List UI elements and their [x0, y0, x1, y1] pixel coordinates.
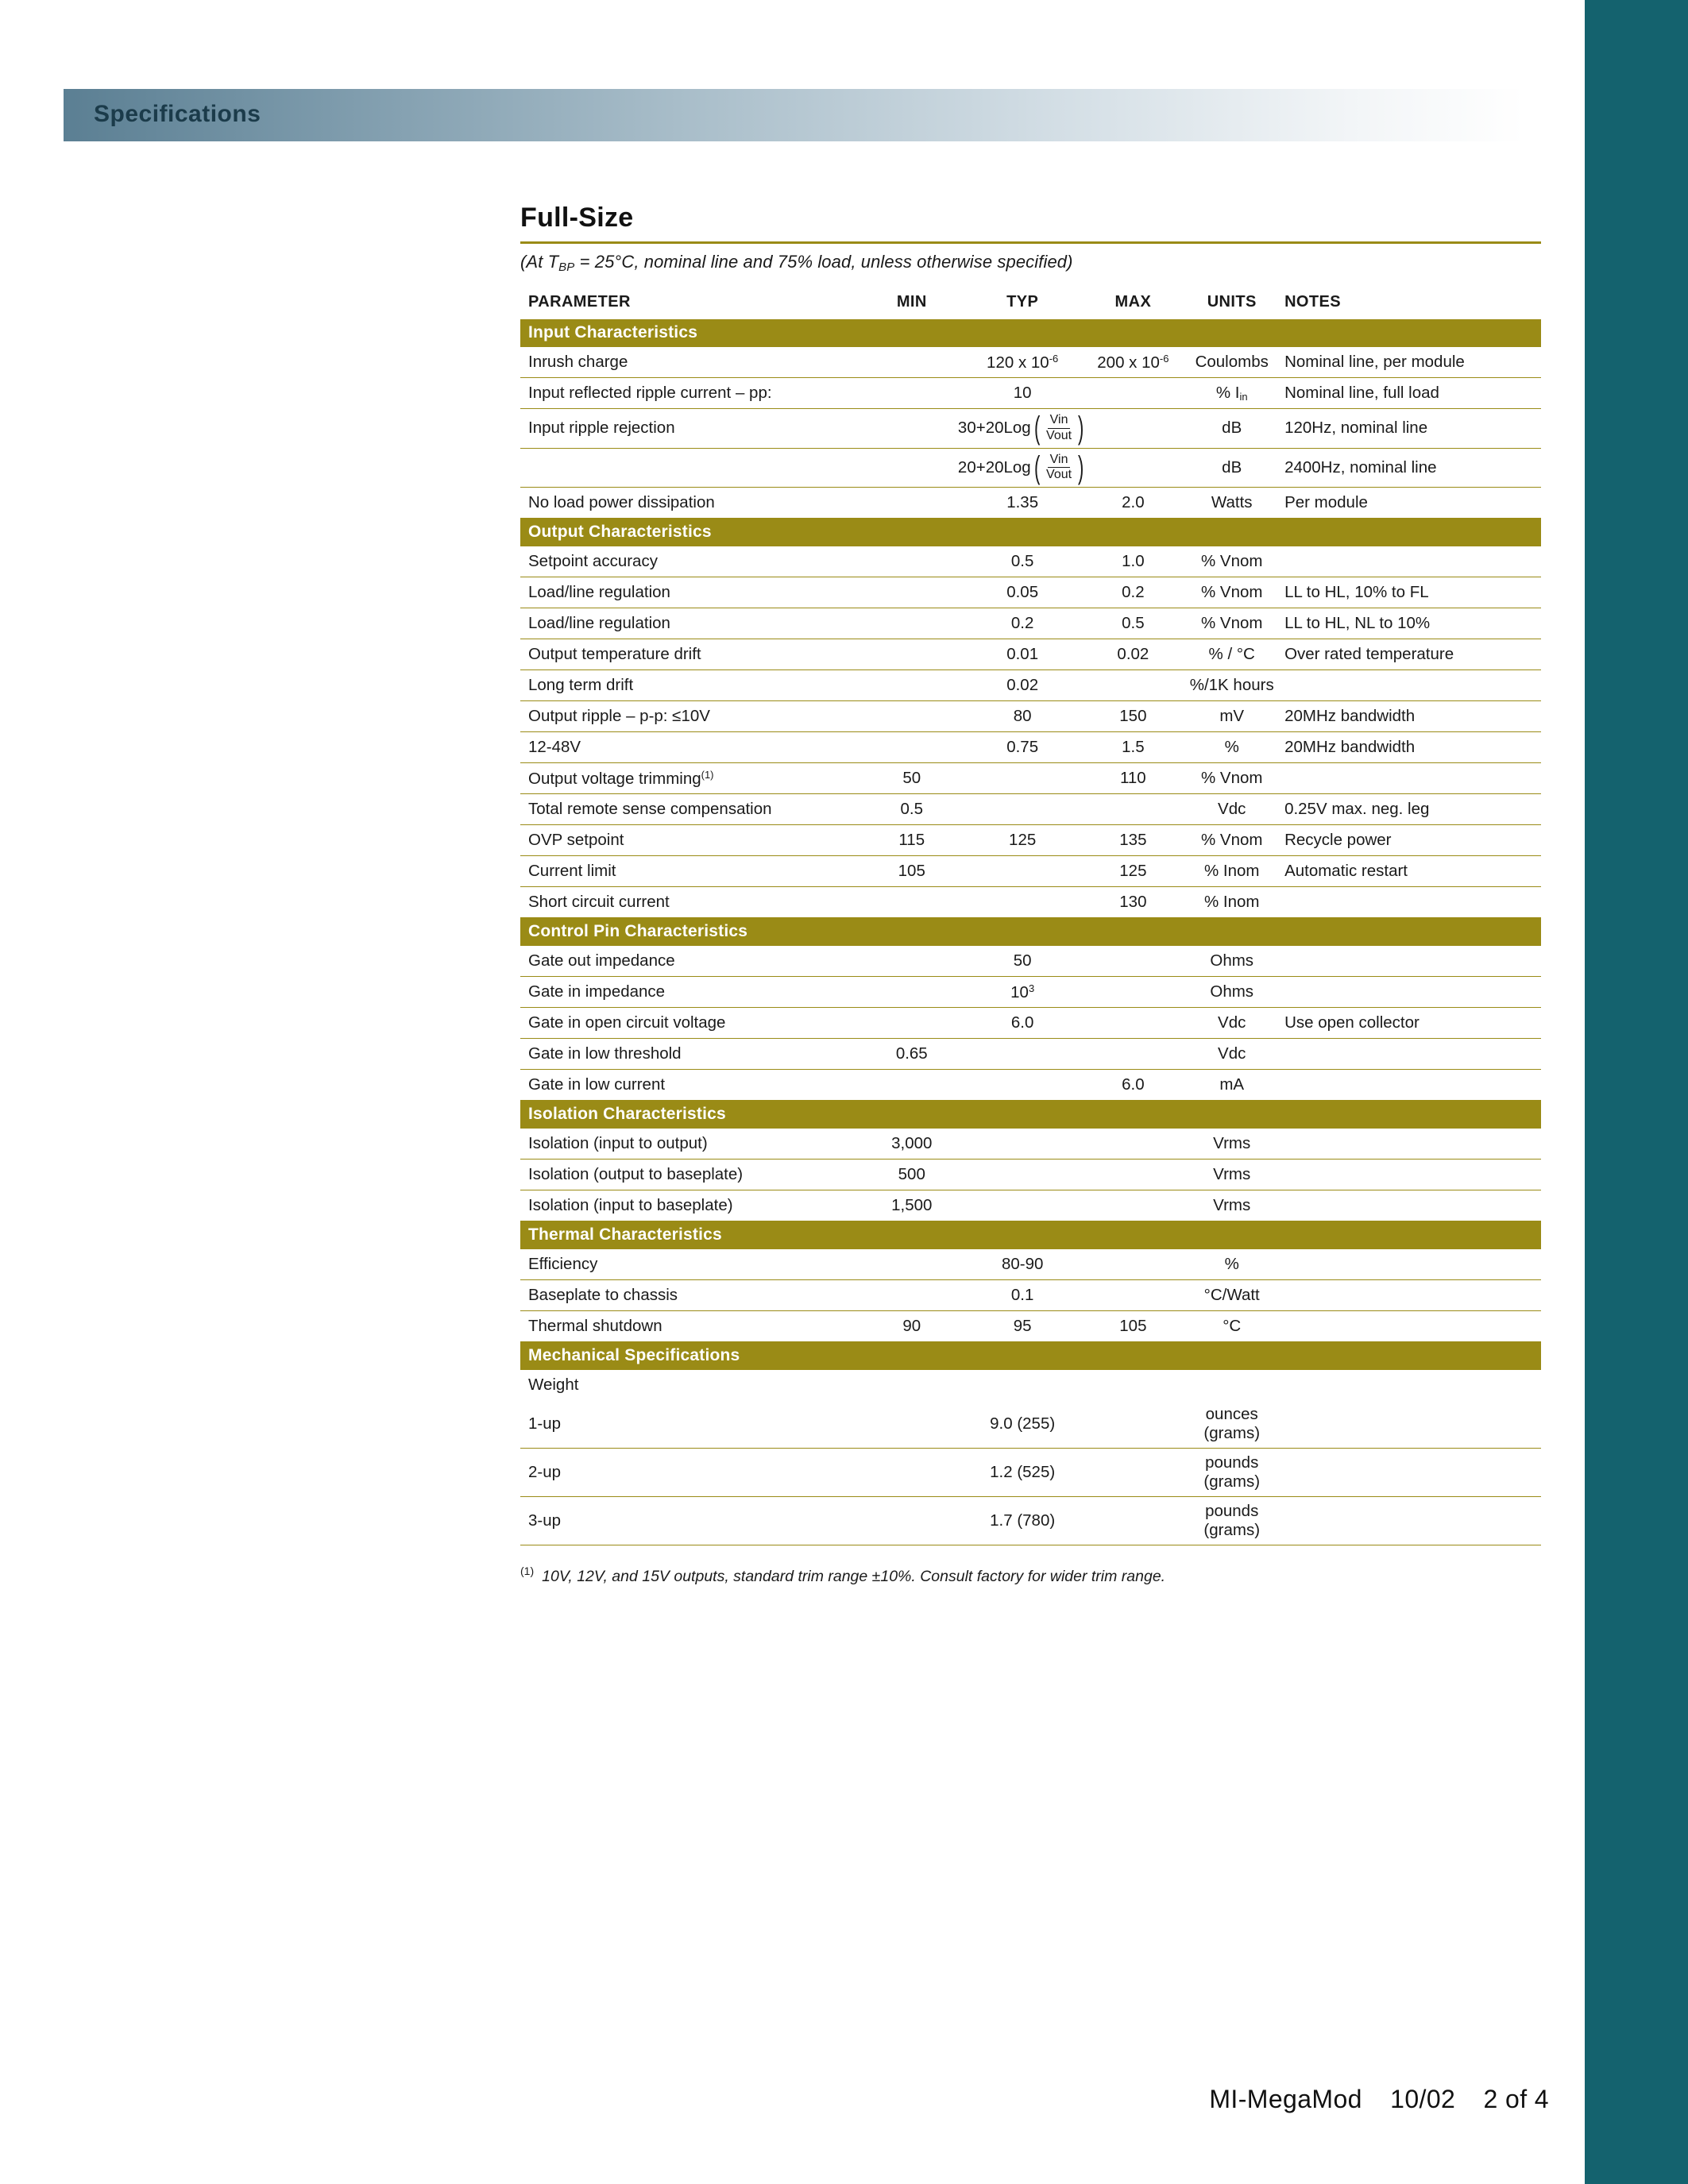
cell-max	[1087, 794, 1179, 825]
section-header-fill	[958, 519, 1087, 547]
cell-min: 50	[866, 763, 958, 794]
cell-units: ounces (grams)	[1179, 1400, 1284, 1449]
cell-units: Watts	[1179, 488, 1284, 519]
cell-min: 115	[866, 825, 958, 856]
section-header-fill	[958, 319, 1087, 347]
table-row	[520, 546, 1541, 577]
section-header-fill	[1087, 1101, 1179, 1129]
cell-typ: 1.7 (780)	[958, 1497, 1087, 1545]
table-row	[520, 732, 1541, 763]
cell-units: °C	[1179, 1311, 1284, 1342]
cell-typ	[958, 856, 1087, 887]
table-column-header	[520, 288, 1541, 319]
cell-typ	[958, 763, 1087, 794]
table-row	[520, 1160, 1541, 1190]
footnote-text: 10V, 12V, and 15V outputs, standard trim range ±10%. Consult factory for wider trim range.	[542, 1568, 1166, 1586]
section-header-fill	[866, 519, 958, 547]
cell-units: %	[1179, 1249, 1284, 1280]
cell-min	[866, 701, 958, 732]
cell-notes	[1284, 670, 1541, 701]
table-row	[520, 1190, 1541, 1221]
cell-parameter: Output temperature drift	[520, 639, 866, 670]
cell-units: % Inom	[1179, 887, 1284, 918]
cell-notes	[1284, 1497, 1541, 1545]
section-header-label: Mechanical Specifications	[520, 1342, 866, 1371]
cell-typ: 80-90	[958, 1249, 1087, 1280]
cell-parameter	[520, 448, 866, 488]
cell-parameter: 3-up	[520, 1497, 866, 1545]
cell-typ	[958, 1070, 1087, 1101]
specifications-table	[520, 288, 1541, 1545]
section-title: Full-Size	[520, 203, 634, 233]
cell-parameter: Input ripple rejection	[520, 409, 866, 449]
cell-parameter: Gate in low current	[520, 1070, 866, 1101]
cell-typ	[958, 1160, 1087, 1190]
cell-min	[866, 409, 958, 449]
table-section-header	[520, 918, 1541, 947]
cell-typ: 0.05	[958, 577, 1087, 608]
cell-notes	[1284, 946, 1541, 977]
table-row	[520, 1070, 1541, 1101]
column-header-notes: NOTES	[1284, 293, 1341, 311]
table-row	[520, 946, 1541, 977]
table-row	[520, 763, 1541, 794]
table-row	[520, 1280, 1541, 1311]
cell-min: 1,500	[866, 1190, 958, 1221]
section-header-fill	[1284, 1101, 1541, 1129]
cell-parameter: Input reflected ripple current – pp:	[520, 378, 866, 409]
cell-typ: 80	[958, 701, 1087, 732]
cell-parameter: Isolation (output to baseplate)	[520, 1160, 866, 1190]
section-header-fill	[1087, 319, 1179, 347]
table-row	[520, 1400, 1541, 1449]
section-header-fill	[866, 918, 958, 947]
cell-parameter: Thermal shutdown	[520, 1311, 866, 1342]
table-section-header	[520, 1221, 1541, 1250]
cell-units: Ohms	[1179, 977, 1284, 1008]
cell-min	[866, 546, 958, 577]
cell-max: 200 x $10^{-6}$	[1087, 347, 1179, 378]
cell-notes	[1284, 977, 1541, 1008]
cell-notes	[1284, 1070, 1541, 1101]
section-header-label: Input Characteristics	[520, 319, 866, 347]
cell-typ	[958, 794, 1087, 825]
cell-parameter: Baseplate to chassis	[520, 1280, 866, 1311]
cell-max: 0.5	[1087, 608, 1179, 639]
section-header-fill	[1087, 918, 1179, 947]
cell-max	[1087, 1400, 1179, 1449]
cell-min	[866, 887, 958, 918]
cell-units: mV	[1179, 701, 1284, 732]
cell-max	[1087, 1497, 1179, 1545]
cell-units: °C/Watt	[1179, 1280, 1284, 1311]
table-row	[520, 1008, 1541, 1039]
cell-parameter: Output voltage trimming$^{(1)}$	[520, 763, 866, 794]
cell-parameter: Total remote sense compensation	[520, 794, 866, 825]
cell-units: % Vnom	[1179, 763, 1284, 794]
cell-units: pounds (grams)	[1179, 1497, 1284, 1545]
cell-units: Vrms	[1179, 1190, 1284, 1221]
cell-typ: 0.02	[958, 670, 1087, 701]
table-row	[520, 825, 1541, 856]
cell-parameter: Gate in impedance	[520, 977, 866, 1008]
cell-parameter: Short circuit current	[520, 887, 866, 918]
cell-units: pounds (grams)	[1179, 1449, 1284, 1497]
cell-notes	[1284, 1280, 1541, 1311]
cell-parameter: OVP setpoint	[520, 825, 866, 856]
cell-parameter: Gate in open circuit voltage	[520, 1008, 866, 1039]
cell-min	[866, 347, 958, 378]
cell-notes	[1284, 1449, 1541, 1497]
title-rule	[520, 241, 1541, 244]
cell-min: 3,000	[866, 1129, 958, 1160]
table-row	[520, 1039, 1541, 1070]
cell-notes: Nominal line, full load	[1284, 378, 1541, 409]
cell-units: dB	[1179, 409, 1284, 449]
cell-max	[1087, 977, 1179, 1008]
cell-max	[1087, 1249, 1179, 1280]
cell-notes: 0.25V max. neg. leg	[1284, 794, 1541, 825]
section-header-fill	[866, 1221, 958, 1250]
cell-max	[1087, 1160, 1179, 1190]
cell-min: 0.65	[866, 1039, 958, 1070]
table-row	[520, 856, 1541, 887]
cell-typ: 6.0	[958, 1008, 1087, 1039]
units-subscript: in	[1239, 391, 1248, 403]
table-row	[520, 577, 1541, 608]
cell-max	[1087, 1039, 1179, 1070]
cell-typ: 125	[958, 825, 1087, 856]
cell-typ	[958, 1039, 1087, 1070]
table-row	[520, 1370, 1541, 1400]
table-row	[520, 1249, 1541, 1280]
cell-max: 135	[1087, 825, 1179, 856]
footnote	[520, 1565, 1541, 1586]
cell-max: 125	[1087, 856, 1179, 887]
section-header-fill	[1179, 519, 1284, 547]
cell-units: % Vnom	[1179, 825, 1284, 856]
footer-page: 2 of 4	[1483, 2085, 1549, 2113]
cell-typ	[958, 1190, 1087, 1221]
cell-units: Vrms	[1179, 1160, 1284, 1190]
cell-min	[866, 1370, 958, 1400]
cell-notes: 20MHz bandwidth	[1284, 701, 1541, 732]
cell-notes	[1284, 1190, 1541, 1221]
cell-units: %	[1179, 732, 1284, 763]
footer-product: MI-MegaMod	[1209, 2085, 1362, 2113]
table-section-header	[520, 319, 1541, 347]
section-header-fill	[958, 1221, 1087, 1250]
page-header-title: Specifications	[94, 101, 261, 127]
cell-notes	[1284, 1370, 1541, 1400]
cell-units: % Inom	[1179, 856, 1284, 887]
cell-notes	[1284, 1311, 1541, 1342]
cell-parameter: No load power dissipation	[520, 488, 866, 519]
cell-notes: Per module	[1284, 488, 1541, 519]
cell-max	[1087, 409, 1179, 449]
specifications-table-body	[520, 288, 1541, 1545]
table-row	[520, 1449, 1541, 1497]
cell-units: mA	[1179, 1070, 1284, 1101]
cell-parameter: Inrush charge	[520, 347, 866, 378]
cell-typ	[958, 1370, 1087, 1400]
cell-min	[866, 977, 958, 1008]
cell-parameter: Load/line regulation	[520, 577, 866, 608]
section-header-fill	[1179, 918, 1284, 947]
cell-notes: 2400Hz, nominal line	[1284, 448, 1541, 488]
cell-min: 500	[866, 1160, 958, 1190]
cell-max	[1087, 1129, 1179, 1160]
cell-units: Vdc	[1179, 1039, 1284, 1070]
cell-min	[866, 946, 958, 977]
cell-min	[866, 1400, 958, 1449]
header-band	[64, 89, 1525, 141]
log-expression: 20+20Log ( $\frac{\text{Vin}}{\text{Vout}}$ )	[957, 450, 1084, 485]
cell-max	[1087, 1370, 1179, 1400]
cell-min	[866, 577, 958, 608]
cell-max	[1087, 378, 1179, 409]
column-header-max: MAX	[1114, 293, 1152, 311]
cell-min	[866, 1280, 958, 1311]
conditions-line	[520, 252, 1541, 274]
cell-max: 0.02	[1087, 639, 1179, 670]
cell-typ: $10^3$	[958, 977, 1087, 1008]
section-header-label: Control Pin Characteristics	[520, 918, 866, 947]
cell-typ: 1.2 (525)	[958, 1449, 1087, 1497]
cell-min	[866, 670, 958, 701]
cell-max: 130	[1087, 887, 1179, 918]
footer-date: 10/02	[1390, 2085, 1456, 2113]
cell-units	[1179, 1370, 1284, 1400]
cell-max: 1.0	[1087, 546, 1179, 577]
table-row	[520, 639, 1541, 670]
cell-units: Vdc	[1179, 1008, 1284, 1039]
section-header-label: Isolation Characteristics	[520, 1101, 866, 1129]
cell-min	[866, 448, 958, 488]
cell-parameter: Current limit	[520, 856, 866, 887]
cell-max	[1087, 448, 1179, 488]
section-header-fill	[1087, 519, 1179, 547]
cell-min: 90	[866, 1311, 958, 1342]
section-header-fill	[1179, 1101, 1284, 1129]
cell-parameter: 12-48V	[520, 732, 866, 763]
section-header-fill	[958, 918, 1087, 947]
section-header-label: Output Characteristics	[520, 519, 866, 547]
cell-max	[1087, 670, 1179, 701]
cell-units: % Vnom	[1179, 577, 1284, 608]
section-header-fill	[958, 1101, 1087, 1129]
cell-typ: 1.35	[958, 488, 1087, 519]
cell-typ	[958, 1129, 1087, 1160]
cell-typ: 0.1	[958, 1280, 1087, 1311]
cell-typ: 50	[958, 946, 1087, 977]
table-row	[520, 409, 1541, 449]
section-header-fill	[866, 1101, 958, 1129]
cell-units: %/1K hours	[1179, 670, 1284, 701]
cell-typ: 95	[958, 1311, 1087, 1342]
cell-notes: Use open collector	[1284, 1008, 1541, 1039]
column-header-units: UNITS	[1207, 293, 1257, 311]
section-header-fill	[1179, 1221, 1284, 1250]
cell-typ	[958, 887, 1087, 918]
cell-min	[866, 1497, 958, 1545]
cell-parameter: 2-up	[520, 1449, 866, 1497]
cell-typ: 120 x $10^{-6}$	[958, 347, 1087, 378]
column-header-typ: TYP	[1006, 293, 1039, 311]
cell-min	[866, 1070, 958, 1101]
cell-max	[1087, 1449, 1179, 1497]
cell-typ	[958, 448, 1087, 488]
section-header-fill	[1284, 519, 1541, 547]
cell-max: 1.5	[1087, 732, 1179, 763]
column-header-parameter: PARAMETER	[528, 293, 631, 311]
section-header-fill	[866, 1342, 958, 1371]
section-header-fill	[1284, 1221, 1541, 1250]
cell-notes: LL to HL, 10% to FL	[1284, 577, 1541, 608]
cell-parameter: Isolation (input to output)	[520, 1129, 866, 1160]
cell-parameter: Weight	[528, 1376, 579, 1395]
cell-typ: 0.2	[958, 608, 1087, 639]
cell-units: Ohms	[1179, 946, 1284, 977]
cell-parameter: Gate in low threshold	[520, 1039, 866, 1070]
right-edge-bar	[1585, 0, 1688, 2184]
cell-parameter: Efficiency	[520, 1249, 866, 1280]
cell-max: 105	[1087, 1311, 1179, 1342]
cell-max	[1087, 1190, 1179, 1221]
content-column	[520, 203, 1541, 1586]
cell-typ	[958, 409, 1087, 449]
cell-notes	[1284, 1160, 1541, 1190]
cell-parameter: 1-up	[520, 1400, 866, 1449]
table-row	[520, 977, 1541, 1008]
cell-max: 6.0	[1087, 1070, 1179, 1101]
section-header-fill	[1179, 319, 1284, 347]
table-row	[520, 1311, 1541, 1342]
cell-notes: LL to HL, NL to 10%	[1284, 608, 1541, 639]
cell-min	[866, 732, 958, 763]
page-footer	[1188, 2085, 1549, 2114]
cell-notes: Automatic restart	[1284, 856, 1541, 887]
cell-units: Vdc	[1179, 794, 1284, 825]
cell-notes	[1284, 1039, 1541, 1070]
cell-units: Vrms	[1179, 1129, 1284, 1160]
cell-min	[866, 1449, 958, 1497]
cell-notes: Nominal line, per module	[1284, 347, 1541, 378]
cell-units: % Vnom	[1179, 608, 1284, 639]
cell-typ: 0.01	[958, 639, 1087, 670]
cell-max	[1087, 1008, 1179, 1039]
cell-min: 0.5	[866, 794, 958, 825]
section-header-fill	[1284, 1342, 1541, 1371]
cell-notes: Recycle power	[1284, 825, 1541, 856]
table-row	[520, 670, 1541, 701]
section-header-fill	[1087, 1342, 1179, 1371]
cell-min	[866, 1249, 958, 1280]
section-header-fill	[866, 319, 958, 347]
table-section-header	[520, 1101, 1541, 1129]
table-section-header	[520, 1342, 1541, 1371]
cell-min: 105	[866, 856, 958, 887]
conditions-subscript: BP	[558, 260, 575, 274]
cell-parameter: Long term drift	[520, 670, 866, 701]
cell-notes	[1284, 1400, 1541, 1449]
typ-exponent: -6	[1049, 352, 1059, 365]
typ-exponent: 3	[1028, 982, 1035, 994]
table-row	[520, 378, 1541, 409]
cell-max: 2.0	[1087, 488, 1179, 519]
cell-notes	[1284, 1129, 1541, 1160]
table-row	[520, 448, 1541, 488]
section-header-fill	[1284, 319, 1541, 347]
cell-min	[866, 1008, 958, 1039]
table-row	[520, 608, 1541, 639]
cell-max	[1087, 946, 1179, 977]
cell-units: % Vnom	[1179, 546, 1284, 577]
section-header-fill	[1179, 1342, 1284, 1371]
cell-max	[1087, 1280, 1179, 1311]
cell-parameter: Isolation (input to baseplate)	[520, 1190, 866, 1221]
log-expression: 30+20Log ( $\frac{\text{Vin}}{\text{Vout}}$ )	[957, 411, 1084, 446]
section-header-fill	[1087, 1221, 1179, 1250]
cell-min	[866, 378, 958, 409]
cell-units: % / °C	[1179, 639, 1284, 670]
table-section-header	[520, 519, 1541, 547]
cell-units: % $I_{in}$	[1179, 378, 1284, 409]
section-header-label: Thermal Characteristics	[520, 1221, 866, 1250]
cell-notes: 120Hz, nominal line	[1284, 409, 1541, 449]
cell-parameter: Setpoint accuracy	[520, 546, 866, 577]
cell-parameter: Load/line regulation	[520, 608, 866, 639]
cell-max: 110	[1087, 763, 1179, 794]
cell-units: Coulombs	[1179, 347, 1284, 378]
table-row	[520, 794, 1541, 825]
cell-units: dB	[1179, 448, 1284, 488]
table-row	[520, 701, 1541, 732]
section-header-fill	[958, 1342, 1087, 1371]
cell-max: 0.2	[1087, 577, 1179, 608]
cell-min	[866, 608, 958, 639]
table-row	[520, 1497, 1541, 1545]
section-header-fill	[1284, 918, 1541, 947]
cell-notes	[1284, 887, 1541, 918]
column-header-min: MIN	[896, 293, 927, 311]
cell-typ: 0.75	[958, 732, 1087, 763]
conditions-post: = 25°C, nominal line and 75% load, unless otherwise specified)	[574, 252, 1073, 272]
table-row	[520, 887, 1541, 918]
footnote-marker: (1)	[520, 1565, 535, 1578]
cell-notes: 20MHz bandwidth	[1284, 732, 1541, 763]
cell-notes	[1284, 763, 1541, 794]
cell-notes	[1284, 1249, 1541, 1280]
cell-notes	[1284, 546, 1541, 577]
max-exponent: -6	[1159, 352, 1169, 365]
table-row	[520, 488, 1541, 519]
cell-max: 150	[1087, 701, 1179, 732]
table-row	[520, 347, 1541, 378]
conditions-pre: (At T	[520, 252, 559, 272]
cell-typ: 9.0 (255)	[958, 1400, 1087, 1449]
cell-parameter: Gate out impedance	[520, 946, 866, 977]
cell-typ: 10	[958, 378, 1087, 409]
cell-typ: 0.5	[958, 546, 1087, 577]
cell-notes: Over rated temperature	[1284, 639, 1541, 670]
cell-parameter: Output ripple – p-p: ≤10V	[520, 701, 866, 732]
cell-min	[866, 488, 958, 519]
cell-min	[866, 639, 958, 670]
parameter-footnote-marker: (1)	[701, 768, 714, 781]
table-row	[520, 1129, 1541, 1160]
